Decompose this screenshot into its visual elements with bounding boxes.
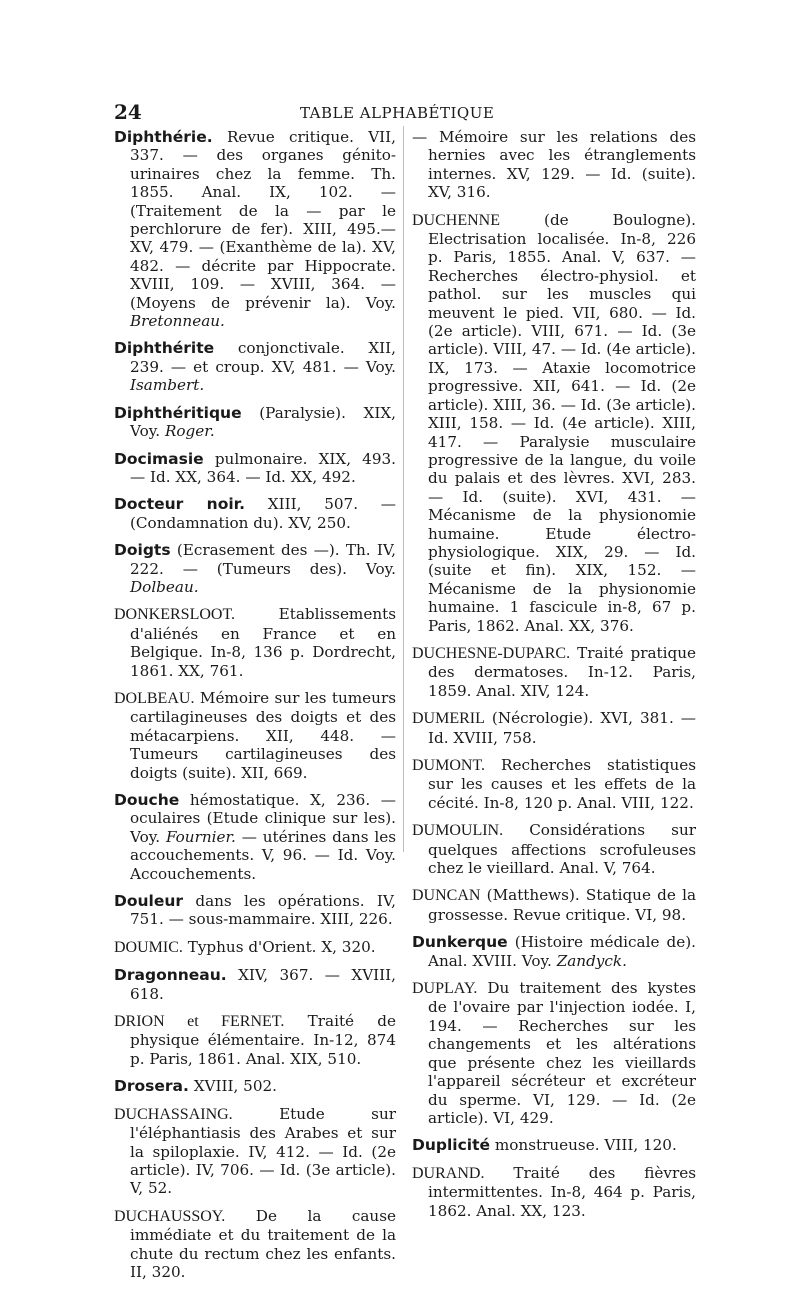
entry-headword: DONKERSLOOT.: [114, 606, 236, 624]
entry-headword: Docteur noir.: [114, 495, 245, 514]
index-entry: [412, 821, 696, 877]
entry-text: — Mémoire sur les relations des hernies avec les étranglements internes. XV, 129. — Id. (suite). XV, 316.: [412, 128, 696, 202]
index-entry: [114, 404, 396, 441]
index-entry: [114, 605, 396, 680]
index-entry: [412, 128, 696, 202]
index-entry: [412, 211, 696, 635]
index-entry: [114, 450, 396, 487]
entry-text: Mémoire sur les tumeurs cartilagineuses des doigts et des métacarpiens. XII, 448. — Tumeurs cartilagineuses des doigts (suite). XII, 669.: [130, 688, 396, 782]
entry-headword: DUNCAN: [412, 887, 481, 905]
entry-headword: Docimasie: [114, 449, 204, 468]
index-entry: [412, 886, 696, 924]
left-column: [114, 128, 396, 1290]
entry-text: dans les opérations. IV, 751. — sous-mammaire. XIII, 226.: [130, 892, 396, 929]
index-entry: [114, 1207, 396, 1282]
entry-headword: Duplicité: [412, 1136, 491, 1155]
entry-headword: DUCHAUSSOY.: [114, 1207, 226, 1225]
entry-headword: Diphthérie.: [114, 128, 213, 146]
index-entry: [114, 966, 396, 1003]
entry-text: (de Boulogne). Electrisation localisée. In-8, 226 p. Paris, 1855. Anal. V, 637. — Recherches électro-physiol. et pathol. sur les muscles qui meuvent le pied. VII, 680. — Id. (2e article). VIII, 671. — Id. (3e article). VIII, 47. — Id. (4e article). IX, 173. — Ataxie locomotrice progressive. XII, 641. — Id. (2e article). XIII, 36. — Id. (3e article). XIII, 158. — Id. (4e article). XIII, 417. — Paralysie musculaire progressive de la langue, du voile du palais et des lèvres. XVI, 283. — Id. (suite). XVI, 431. — Mécanisme de la physionomie humaine. Etude électro-physiologique. XIX, 29. — Id. (suite et fin). XIX, 152. — Mécanisme de la physionomie humaine. 1 fascicule in-8, 67 p. Paris, 1862. Anal. XX, 376.: [428, 210, 696, 635]
entry-text: XIV, 367. — XVIII, 618.: [130, 966, 396, 1003]
entry-text: Du traitement des kystes de l'ovaire par l'injection iodée. I, 194. — Recherches sur les changements et les altérations que présente chez les vieillards l'appareil sécréteur et excréteur du sperme. VI, 129. — Id. (2e article). VI, 429.: [428, 979, 696, 1127]
entry-text: pulmonaire. XIX, 493. — Id. XX, 364. — Id. XX, 492.: [130, 449, 396, 486]
entry-text: monstrueuse. VIII, 120.: [494, 1136, 677, 1155]
right-column: [412, 128, 696, 1229]
entry-headword: DOUMIC.: [114, 938, 183, 956]
index-entry: [412, 979, 696, 1127]
entry-headword: DUCHESNE-DUPARC.: [412, 644, 571, 662]
entry-headword: Diphthérite: [114, 339, 215, 358]
index-entry: [412, 644, 696, 700]
index-entry: [114, 339, 396, 394]
entry-text: Traité de physique élémentaire. In-12, 874 p. Paris, 1861. Anal. XIX, 510.: [130, 1012, 397, 1068]
index-entry: [114, 1077, 396, 1095]
index-entry: [412, 756, 696, 812]
entry-text: Typhus d'Orient. X, 320.: [187, 937, 376, 956]
entry-text: XIII, 507. — (Condamnation du). XV, 250.: [130, 495, 396, 532]
entry-text: Recherches statistiques sur les causes et les effets de la cécité. In-8, 120 p. Anal. VIII, 122.: [428, 756, 697, 812]
entry-reference: Isambert.: [130, 376, 205, 395]
entry-headword: DURAND.: [412, 1164, 485, 1182]
entry-text: (Nécrologie). XVI, 381. — Id. XVIII, 758.: [428, 709, 696, 747]
index-entry: [412, 933, 696, 970]
entry-text: (Histoire médicale de). Anal. XVIII. Voy.: [428, 933, 697, 970]
entry-headword: DRION et FERNET.: [114, 1013, 285, 1031]
entry-headword: Drosera.: [114, 1077, 189, 1096]
entry-text-continued: — utérines dans les accouchements. V, 96. — Id. Voy. Accouchements.: [130, 827, 396, 883]
index-entry: [114, 689, 396, 782]
entry-text: (Ecrasement des —). Th. IV, 222. — (Tumeurs des). Voy.: [130, 541, 396, 578]
column-divider: [403, 126, 404, 852]
index-entry: [114, 1105, 396, 1198]
entry-text: (Paralysie). XIX, Voy.: [130, 403, 396, 441]
entry-headword: DUMOULIN.: [412, 822, 504, 840]
index-entry: [114, 128, 396, 330]
index-entry: [114, 495, 396, 532]
entry-reference: Fournier.: [165, 827, 236, 846]
entry-headword: DUCHASSAING.: [114, 1105, 233, 1123]
entry-headword: DUCHENNE: [412, 211, 500, 229]
entry-text: Traité des fièvres intermittentes. In-8, 464 p. Paris, 1862. Anal. XX, 123.: [428, 1163, 696, 1220]
entry-headword: Doigts: [114, 541, 171, 560]
entry-text: XVIII, 502.: [193, 1077, 277, 1096]
entry-headword: Douche: [114, 791, 180, 809]
entry-reference: Bretonneau.: [130, 312, 225, 331]
index-entry: [114, 892, 396, 929]
entry-text: Revue critique. VII, 337. — des organes génito-urinaires chez la femme. Th. 1855. Anal. IX, 102. — (Traitement de la — par le perchlorure de fer). XIII, 495.— XV, 479. — (Exanthème de la). XV, 482. — décrite par Hippocrate. XVIII, 109. — XVIII, 364. — (Moyens de prévenir la). Voy.: [130, 128, 397, 312]
entry-text: Etablissements d'aliénés en France et en Belgique. In-8, 136 p. Dordrecht, 1861. XX, 761.: [130, 605, 396, 680]
entry-headword: Dragonneau.: [114, 966, 227, 985]
index-entry: [412, 1136, 696, 1154]
entry-headword: DUMERIL: [412, 710, 485, 728]
entry-headword: DOLBEAU.: [114, 689, 195, 707]
entry-reference: Roger.: [164, 422, 215, 441]
entry-text: conjonctivale. XII, 239. — et croup. XV, 481. — Voy.: [130, 339, 397, 376]
entry-headword: Douleur: [114, 892, 184, 911]
running-head: TABLE ALPHABÉTIQUE: [300, 104, 495, 122]
entry-text: Traité pratique des dermatoses. In-12. Paris, 1859. Anal. XIV, 124.: [428, 643, 696, 700]
entry-headword: Diphthéritique: [114, 403, 242, 422]
entry-text: hémostatique. X, 236. — oculaires (Etude clinique sur les). Voy.: [130, 791, 396, 846]
entry-headword: DUMONT.: [412, 757, 486, 774]
entry-headword: Dunkerque: [412, 933, 508, 952]
entry-text: Considérations sur quelques affections scrofuleuses chez le vieillard. Anal. V, 764.: [428, 821, 696, 878]
index-entry: [114, 938, 396, 957]
page-number: 24: [114, 100, 142, 124]
index-entry: [114, 541, 396, 596]
index-entry: [114, 791, 396, 883]
entry-text: Etude sur l'éléphantiasis des Arabes et sur la spiloplaxie. IV, 412. — Id. (2e article). IV, 706. — Id. (3e article). V, 52.: [130, 1104, 396, 1198]
entry-text: (Matthews). Statique de la grossesse. Revue critique. VI, 98.: [428, 886, 696, 924]
index-entry: [114, 1012, 396, 1068]
index-entry: [412, 709, 696, 747]
entry-headword: DUPLAY.: [412, 980, 478, 998]
entry-reference: Zandyck.: [556, 951, 627, 970]
index-entry: [412, 1164, 696, 1220]
entry-text: De la cause immédiate et du traitement de la chute du rectum chez les enfants. II, 320.: [130, 1206, 396, 1281]
entry-reference: Dolbeau.: [130, 577, 199, 596]
